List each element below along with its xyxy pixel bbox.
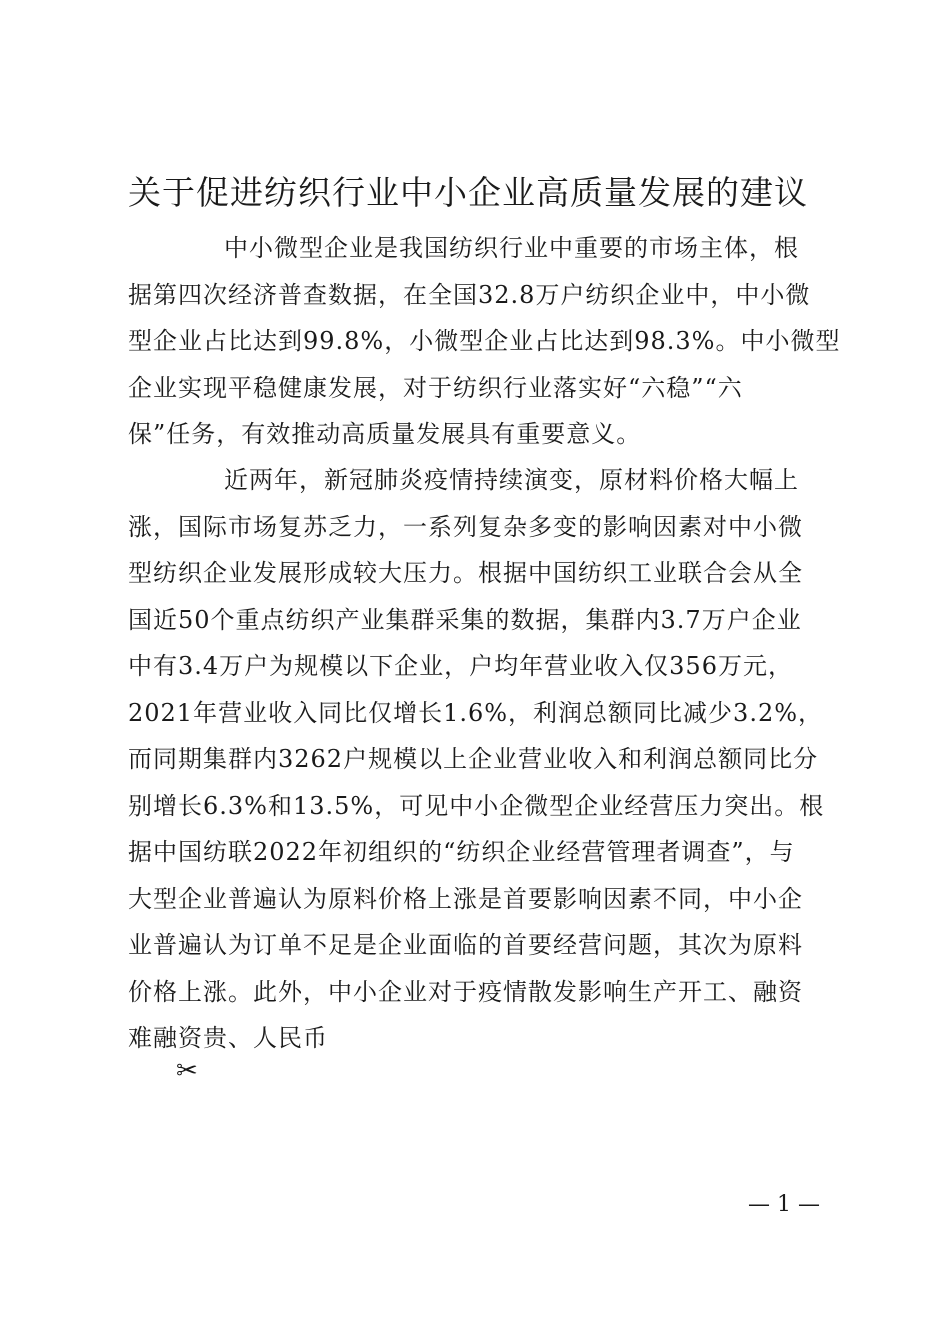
paragraph-2 [128, 457, 828, 1062]
paragraph-line: 型纺织企业发展形成较大压力。根据中国纺织工业联合会从全 [128, 559, 803, 587]
paragraph-line: 型企业占比达到99.8%，小微型企业占比达到98.3%。中小微型 [128, 327, 841, 355]
paragraph-line: 中小微型企业是我国纺织行业中重要的市场主体，根 [224, 234, 799, 262]
paragraph-line: 据第四次经济普查数据，在全国32.8万户纺织企业中，中小微 [128, 280, 811, 309]
paragraph-line: 近两年，新冠肺炎疫情持续演变，原材料价格大幅上 [224, 466, 799, 494]
document-title: 关于促进纺织行业中小企业高质量发展的建议 [128, 173, 808, 212]
scissors-icon: ✂ [176, 1056, 198, 1086]
paragraph-line: 别增长6.3%和13.5%，可见中小企微型企业经营压力突出。根 [128, 791, 825, 820]
paragraph-line: 涨，国际市场复苏乏力，一系列复杂多变的影响因素对中小微 [128, 512, 803, 541]
paragraph-line: 国近50个重点纺织产业集群采集的数据，集群内3.7万户企业 [128, 605, 802, 634]
paragraph-line: 价格上涨。此外，中小企业对于疫情散发影响生产开工、融资 [128, 977, 803, 1006]
paragraph-1 [128, 225, 841, 458]
page-number: — 1 — [748, 1192, 820, 1217]
paragraph-line: 2021年营业收入同比仅增长1.6%，利润总额同比减少3.2%， [128, 698, 824, 727]
paragraph-line: 据中国纺联2022年初组织的“纺织企业经营管理者调查”，与 [128, 838, 795, 866]
paragraph-line: 保”任务，有效推动高质量发展具有重要意义。 [128, 420, 642, 448]
paragraph-line: 业普遍认为订单不足是企业面临的首要经营问题，其次为原料 [128, 931, 803, 959]
paragraph-line: 而同期集群内3262户规模以上企业营业收入和利润总额同比分 [128, 745, 819, 773]
paragraph-line: 企业实现平稳健康发展，对于纺织行业落实好“六稳”“六 [128, 373, 743, 402]
paragraph-line: 难融资贵、人民币 [128, 1024, 328, 1052]
paragraph-line: 中有3.4万户为规模以下企业，户均年营业收入仅356万元， [128, 652, 793, 680]
paragraph-line: 大型企业普遍认为原料价格上涨是首要影响因素不同，中小企 [128, 884, 803, 913]
